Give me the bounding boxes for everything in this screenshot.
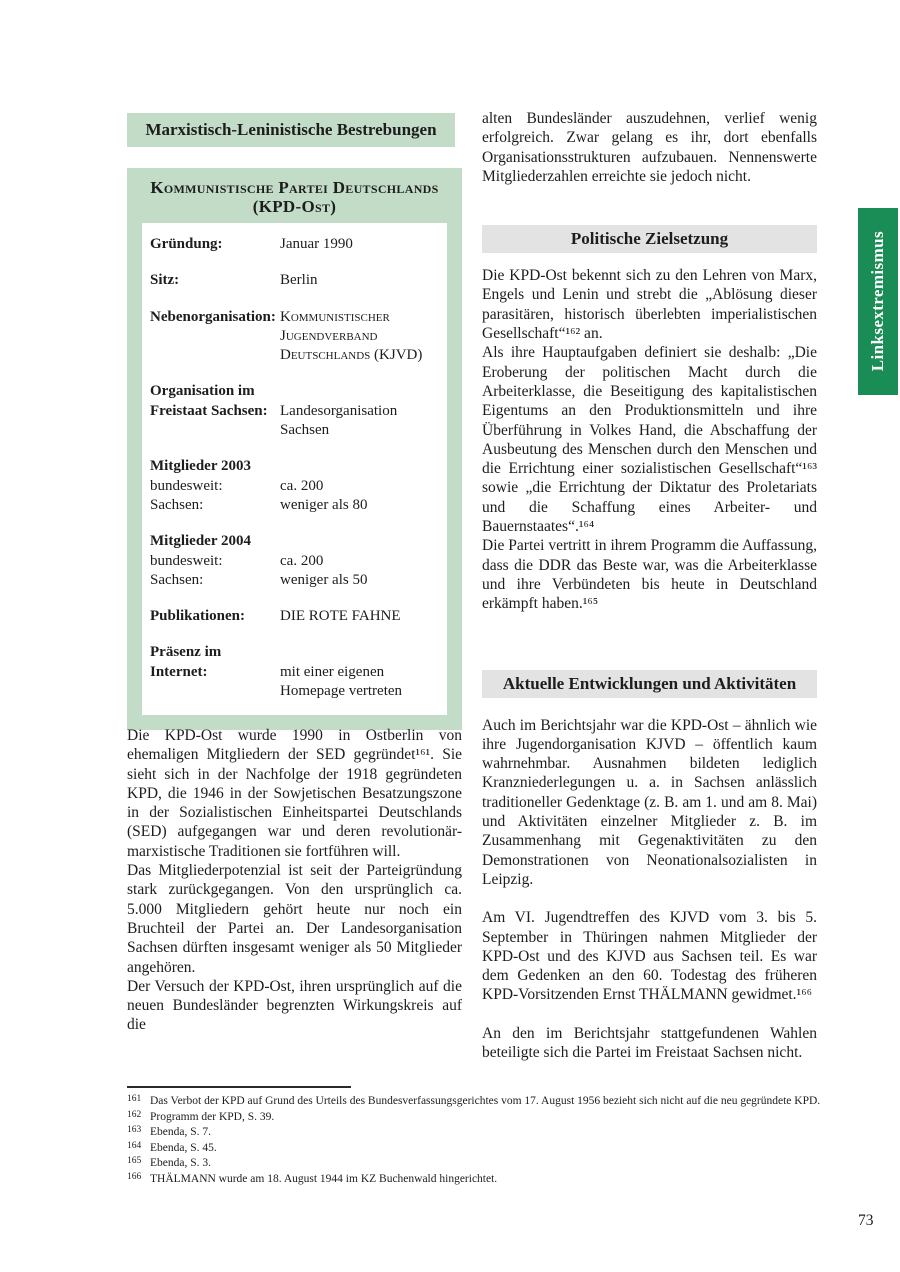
party-info-box <box>127 168 462 730</box>
body-paragraph: alten Bundesländer auszudehnen, verlief wenig erfolgreich. Zwar gelang es ihr, dort ebenfalls Organisationsstrukturen aufzubauen. Nennenswerte Mitgliederzahlen erreichte sie jedoch nicht. <box>482 110 817 185</box>
footnote-number: 161 <box>127 1094 142 1104</box>
footnote <box>127 1172 841 1188</box>
info-row-gruendung <box>150 235 439 254</box>
info-box-title-line2: (KPD-Ost) <box>252 197 337 216</box>
body-paragraph: An den im Berichtsjahr stattgefundenen Wahlen beteiligte sich die Partei im Freistaat Sachsen nicht. <box>482 1024 817 1061</box>
footnote-separator <box>127 1086 351 1088</box>
section-aktuelle-entwicklungen <box>482 716 817 1063</box>
footnote-number: 165 <box>127 1156 142 1166</box>
body-paragraph: Die Partei vertritt in ihrem Programm die Auffassung, dass die DDR das Beste war, was die Arbeiterklasse und ihre Verbündeten bis heute in Deutschland erkämpft haben.¹⁶⁵ <box>482 537 817 613</box>
body-paragraph: Am VI. Jugendtreffen des KJVD vom 3. bis 5. September in Thüringen nahmen Mitglieder der KPD-Ost und des KJVD aus Sachsen teil. Es war dem Gedenken an den 60. Todestag des früheren KPD-Vorsitzenden Ernst THÄLMANN gewidmet.¹⁶⁶ <box>482 909 817 1004</box>
footnote-text: Ebenda, S. 45. <box>150 1141 217 1154</box>
info-row-bundesweit-2004 <box>150 552 439 571</box>
info-box-title <box>142 178 447 216</box>
info-label: bundesweit: <box>150 552 223 569</box>
info-row-sachsen-2004 <box>150 571 439 590</box>
info-value: Landesorganisation Sachsen <box>280 402 398 439</box>
footnote-number: 164 <box>127 1140 142 1151</box>
heading-label: Aktuelle Entwicklungen und Aktivitäten <box>502 673 797 693</box>
body-paragraph: Auch im Berichtsjahr war die KPD-Ost – ähnlich wie ihre Jugendorganisation KJVD – öffentlich kaum wahrnehmbar. Ausnahmen bildeten lediglich Kranzniederlegungen u. a. in Sachsen anlässlich traditioneller Gedenktage (z. B. am 1. und am 8. Mai) und Aktivitäten einzelner Mitglieder z. B. im Zusammenhang mit Gegenaktivitäten zu den Demonstrationen von Neonationalsozialisten in Leipzig. <box>482 716 817 888</box>
footnote <box>127 1110 841 1126</box>
info-group-header: Mitglieder 2004 <box>150 533 251 550</box>
footnote <box>127 1156 841 1172</box>
info-group-header: Mitglieder 2003 <box>150 458 251 475</box>
info-row-nebenorganisation <box>150 308 439 366</box>
chapter-tab-label: Linksextremismus <box>868 231 887 372</box>
info-row-publikationen <box>150 607 439 626</box>
body-paragraph: Als ihre Hauptaufgaben definiert sie deshalb: „Die Eroberung der politischen Macht durch die Arbeiterklasse, die Beseitigung des kapitalistischen Eigentums an den Produktionsmitteln und ihre Überführung in Volkes Hand, die Abschaffung der Ausbeutung des Menschen durch den Menschen und die Errichtung einer sozialistischen Gesellschaft“¹⁶³ sowie „die Errichtung der Diktatur des Proletariats und die Schaffung eines Arbeiter- und Bauernstaates“.¹⁶⁴ <box>482 344 817 536</box>
chapter-tab-linksextremismus <box>858 208 898 395</box>
info-row-sitz <box>150 271 439 290</box>
info-label: Sachsen: <box>150 571 204 588</box>
info-label: Gründung: <box>150 236 223 252</box>
section-banner-title: Marxistisch-Leninistische Bestrebungen <box>145 120 437 139</box>
info-group-mitglieder-2004 <box>150 532 439 590</box>
body-paragraph: Die KPD-Ost wurde 1990 in Ostberlin von ehemaligen Mitgliedern der SED gegründet¹⁶¹. Sie sieht sich in der Nachfolge der 1918 gegründeten KPD, die 1946 in der Sowjetischen Besatzungszone in der Sozialistischen Einheitspartei Deutschlands (SED) aufgegangen war und deren revolutionär-marxistische Traditionen sie fortführen will. <box>127 727 462 860</box>
body-paragraph: Die KPD-Ost bekennt sich zu den Lehren von Marx, Engels und Lenin und strebt die „Ablösung dieser parasitären, historisch überlebten imperialistischen Gesellschaft“¹⁶² an. <box>482 267 817 343</box>
info-label: Publikationen: <box>150 608 246 625</box>
info-row-sachsen-2003 <box>150 496 439 515</box>
footnote-number: 163 <box>127 1125 142 1135</box>
info-label: Sitz: <box>150 272 180 289</box>
heading-aktuelle-entwicklungen <box>482 670 817 698</box>
info-group-mitglieder-2003 <box>150 457 439 515</box>
right-column <box>482 109 817 1062</box>
body-paragraph: Der Versuch der KPD-Ost, ihren ursprünglich auf die neuen Bundesländer begrenzten Wirkungskreis auf die <box>127 977 462 1034</box>
info-row-bundesweit-2003 <box>150 477 439 496</box>
footnote <box>127 1141 841 1157</box>
info-value: ca. 200 <box>280 477 324 494</box>
info-label: Präsenz im Internet: <box>150 644 222 680</box>
footnote-text: Ebenda, S. 7. <box>150 1126 212 1138</box>
info-value: mit einer eigenen Homepage vertreten <box>280 663 403 700</box>
section-banner <box>127 113 455 147</box>
info-value: DIE ROTE FAHNE <box>280 608 401 625</box>
footnote-text: Ebenda, S. 3. <box>150 1157 212 1169</box>
info-box-title-line1: Kommunistische Partei Deutschlands <box>150 178 439 197</box>
info-row-organisation-sachsen <box>150 382 439 440</box>
footnote-text: THÄLMANN wurde am 18. August 1944 im KZ Buchenwald hingerichtet. <box>150 1172 498 1185</box>
info-label: Nebenorganisation: <box>150 308 276 325</box>
info-value: Berlin <box>280 272 318 289</box>
footnote <box>127 1125 841 1141</box>
info-label: Organisation im Freistaat Sachsen: <box>150 383 268 419</box>
heading-politische-zielsetzung <box>482 225 817 253</box>
info-value: Kommunistischer Jugendverband Deutschlands (KJVD) <box>280 308 423 364</box>
footnote-number: 162 <box>127 1109 142 1120</box>
info-label: Sachsen: <box>150 496 204 513</box>
body-paragraph: Das Mitgliederpotenzial ist seit der Parteigründung stark zurückgegangen. Von den ursprünglich ca. 5.000 Mitgliedern gehört heute nur noch ein Bruchteil der Partei an. Der Landesorganisation Sachsen dürften insgesamt weniger als 50 Mitglieder angehören. <box>127 862 462 976</box>
info-value: ca. 200 <box>280 552 324 569</box>
section-politische-zielsetzung <box>482 266 817 613</box>
info-value: weniger als 80 <box>280 496 368 513</box>
left-column-text <box>127 726 462 1035</box>
info-box-body <box>142 223 447 715</box>
info-value: weniger als 50 <box>280 571 368 588</box>
footnote-text: Das Verbot der KPD auf Grund des Urteils des Bundesverfassungsgerichtes vom 17. August 1956 bezieht sich nicht auf die neu gegründete KPD. <box>150 1095 821 1107</box>
footnotes <box>127 1094 841 1187</box>
footnote-number: 166 <box>127 1171 142 1182</box>
heading-label: Politische Zielsetzung <box>570 229 729 249</box>
info-row-praesenz <box>150 643 439 701</box>
footnote-text: Programm der KPD, S. 39. <box>150 1110 275 1123</box>
info-label: bundesweit: <box>150 477 223 494</box>
page-number: 73 <box>858 1212 874 1229</box>
info-value: Januar 1990 <box>280 236 353 252</box>
footnote <box>127 1094 841 1110</box>
